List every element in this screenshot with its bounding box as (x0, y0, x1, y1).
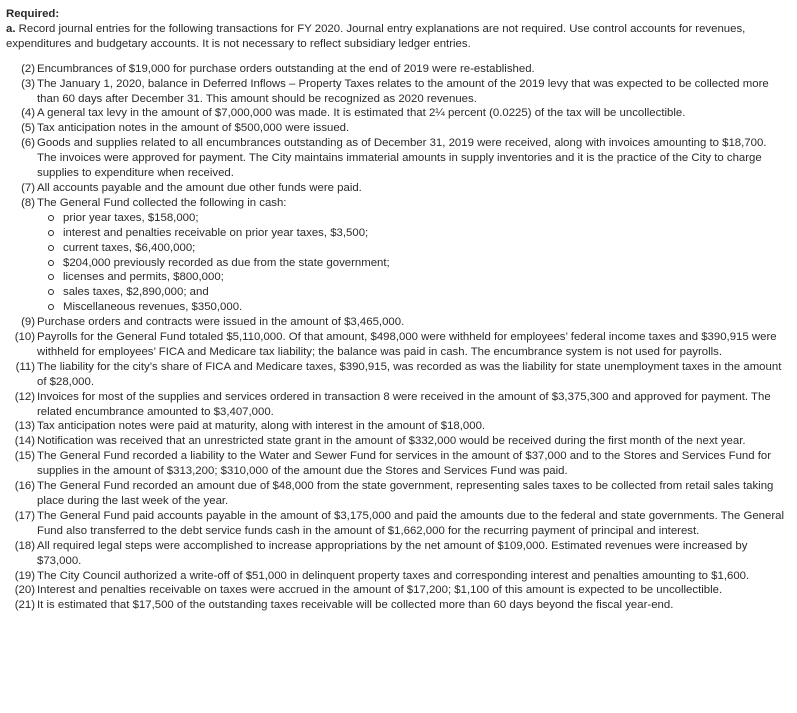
transaction-number: (3) (21, 77, 35, 90)
transaction-text: All accounts payable and the amount due other funds were paid. (37, 181, 362, 194)
transaction-text: Encumbrances of $19,000 for purchase orders outstanding at the end of 2019 were re-established. (37, 62, 535, 75)
transaction-item (6, 434, 789, 449)
transaction-number: (14) (14, 435, 35, 448)
transaction-text: The General Fund collected the following in cash: (37, 196, 287, 209)
instructions-text: Record journal entries for the following transactions for FY 2020. Journal entry explanations are not required. Use control accounts for revenues, expenditures and budgetary accounts. It is not necessary to reflect subsidiary ledger entries. (6, 22, 746, 50)
transaction-number: (9) (21, 316, 35, 329)
transaction-number: (20) (14, 584, 35, 597)
transaction-number: (21) (14, 599, 35, 612)
transaction-text: Payrolls for the General Fund totaled $5,110,000. Of that amount, $498,000 were withheld for employees’ federal income taxes and $390,915 were withheld for employees’ FICA and Medicare tax liability; the balance was paid in cash. The encumbrance system is not used for payrolls. (37, 331, 777, 358)
transaction-number: (11) (15, 360, 35, 373)
transaction-item (6, 77, 789, 107)
transaction-text: The January 1, 2020, balance in Deferred Inflows – Property Taxes relates to the amount of the 2019 levy that was expected to be collected more than 60 days after December 31. This amount should be recognized as 2020 revenues. (37, 77, 769, 105)
bullet-icon (48, 289, 54, 295)
transaction-item (6, 449, 789, 479)
bullet-icon (48, 260, 54, 266)
transaction-text: Interest and penalties receivable on taxes were accrued in the amount of $17,200; $1,100 of this amount is expected to be uncollectible. (37, 584, 723, 597)
cash-collection-text: current taxes, $6,400,000; (63, 241, 196, 254)
transaction-item (6, 330, 789, 360)
transaction-item (6, 360, 789, 390)
cash-collection-text: licenses and permits, $800,000; (63, 271, 224, 284)
transaction-item (6, 569, 789, 584)
transaction-number: (15) (14, 450, 35, 463)
transaction-item (6, 390, 789, 420)
transaction-item (6, 121, 789, 136)
transaction-number: (16) (14, 480, 35, 493)
transaction-item (6, 509, 789, 539)
cash-collections-list (37, 211, 789, 315)
bullet-icon (48, 274, 54, 280)
cash-collection-text: interest and penalties receivable on prior year taxes, $3,500; (63, 226, 369, 239)
transaction-number: (5) (21, 122, 35, 135)
transaction-text: All required legal steps were accomplished to increase appropriations by the net amount of $109,000. Estimated revenues were increased by $73,000. (37, 539, 748, 567)
transaction-text: Invoices for most of the supplies and services ordered in transaction 8 were received in the amount of $3,375,300 and approved for payment. The related encumbrance amounted to $3,407,000. (37, 390, 771, 418)
cash-collection-item (47, 300, 789, 315)
transaction-item (6, 62, 789, 77)
bullet-icon (48, 230, 54, 236)
transaction-text: Purchase orders and contracts were issued in the amount of $3,465,000. (37, 316, 405, 329)
bullet-icon (48, 304, 54, 310)
transaction-number: (17) (14, 509, 35, 522)
transaction-text: Notification was received that an unrestricted state grant in the amount of $332,000 would be received during the first month of the next year. (37, 435, 746, 448)
cash-collection-item (47, 241, 789, 256)
transaction-item (6, 196, 789, 315)
cash-collection-text: $204,000 previously recorded as due from the state government; (63, 256, 390, 269)
transaction-number: (2) (21, 62, 35, 75)
transaction-text: The General Fund recorded an amount due of $48,000 from the state government, representing sales taxes to be collected from retail sales taking place during the last week of the year. (37, 480, 774, 507)
transaction-item (6, 106, 789, 121)
transaction-text: The General Fund paid accounts payable in the amount of $3,175,000 and paid the amounts due to the federal and state governments. The General Fund also transferred to the debt service funds cash in the amount of $1,662,000 for the recurring payment of principal and interest. (37, 509, 785, 537)
cash-collection-text: Miscellaneous revenues, $350,000. (63, 301, 243, 314)
transaction-text: A general tax levy in the amount of $7,000,000 was made. It is estimated that 2¼ percent (0.0225) of the tax will be uncollectible. (37, 107, 686, 120)
transaction-text: The General Fund recorded a liability to the Water and Sewer Fund for services in the amount of $37,000 and to the Stores and Services Fund for supplies in the amount of $313,200; $310,000 of the amount due the Stores and Services Fund was paid. (37, 450, 772, 478)
transaction-item (6, 583, 789, 598)
transaction-item (6, 136, 789, 181)
bullet-icon (48, 245, 54, 251)
transaction-item (6, 539, 789, 569)
transaction-list (6, 62, 789, 614)
cash-collection-item (47, 226, 789, 241)
transaction-number: (7) (21, 181, 35, 194)
transaction-text: Tax anticipation notes were paid at maturity, along with interest in the amount of $18,000. (37, 420, 486, 433)
cash-collection-text: sales taxes, $2,890,000; and (63, 286, 209, 299)
transaction-number: (19) (14, 569, 35, 582)
transaction-item (6, 598, 789, 613)
transaction-number: (13) (14, 420, 35, 433)
cash-collection-item (47, 285, 789, 300)
cash-collection-item (47, 211, 789, 226)
transaction-text: Goods and supplies related to all encumbrances outstanding as of December 31, 2019 were received, along with invoices amounting to $18,700. The invoices were approved for payment. The City maintains immaterial amounts in supply inventories and it is the practice of the City to charge supplies to expenditure when received. (37, 137, 767, 180)
transaction-number: (18) (14, 539, 35, 552)
transaction-number: (12) (14, 390, 35, 403)
transaction-text: Tax anticipation notes in the amount of $500,000 were issued. (37, 122, 350, 135)
transaction-text: It is estimated that $17,500 of the outstanding taxes receivable will be collected more than 60 days beyond the fiscal year-end. (37, 599, 674, 612)
cash-collection-text: prior year taxes, $158,000; (63, 211, 199, 224)
part-label: a. (6, 22, 16, 35)
transaction-item (6, 181, 789, 196)
cash-collection-item (47, 256, 789, 271)
transaction-number: (6) (21, 137, 35, 150)
transaction-item (6, 315, 789, 330)
transaction-text: The liability for the city’s share of FICA and Medicare taxes, $390,915, was recorded as was the liability for state unemployment taxes in the amount of $28,000. (37, 360, 782, 388)
instructions-paragraph (6, 22, 789, 52)
bullet-icon (48, 215, 54, 221)
transaction-item (6, 479, 789, 509)
transaction-item (6, 419, 789, 434)
transaction-number: (10) (14, 331, 35, 344)
required-heading: Required: (6, 8, 60, 20)
transaction-text: The City Council authorized a write-off of $51,000 in delinquent property taxes and corresponding interest and penalties amounting to $1,600. (37, 569, 750, 582)
transaction-number: (4) (21, 107, 35, 120)
cash-collection-item (47, 270, 789, 285)
transaction-number: (8) (21, 196, 35, 209)
